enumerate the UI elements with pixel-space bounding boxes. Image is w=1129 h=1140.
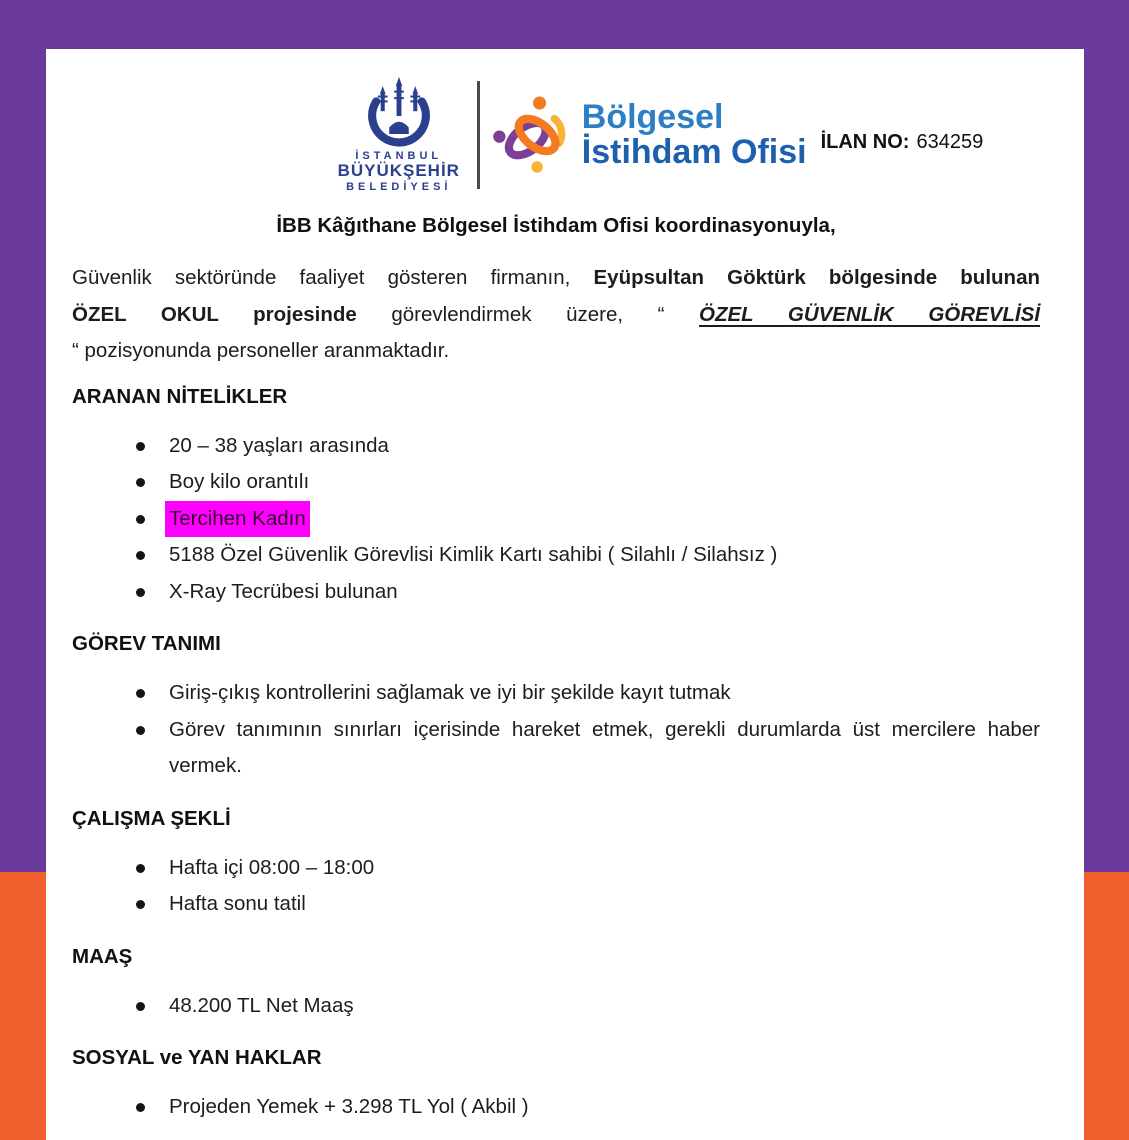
bio-logo [492,94,807,176]
ilan-no [821,131,984,154]
bullet-dot-icon [136,864,145,873]
bullet-item [72,886,1040,923]
intro-paragraph [72,260,1040,370]
bullet-item [72,675,1040,712]
section-heading: MAAŞ [72,944,133,968]
frame-right-purple-band [1084,49,1129,872]
bullet-list [72,850,1040,923]
intro-line [72,260,1040,297]
bullet-dot-icon [136,442,145,451]
bullet-text: 5188 Özel Güvenlik Görevlisi Kimlik Kartı sahibi ( Silahlı / Silahsız ) [169,543,778,566]
bullet-list [72,988,1040,1025]
frame-left-orange-band [0,872,46,1140]
bullet-list [72,675,1040,785]
bullet-item [72,1089,1040,1126]
bio-logo-line2: İstihdam Ofisi [581,133,807,171]
bio-logo-text [582,100,807,169]
bullet-dot-icon [136,588,145,597]
intro-segment: “ pozisyonunda personeller aranmaktadır. [72,339,450,362]
bullet-text: Hafta sonu tatil [169,892,306,915]
bullet-item [72,850,1040,887]
bullet-text: Boy kilo orantılı [169,470,310,493]
bullet-item [72,574,1040,611]
bullet-dot-icon [136,689,145,698]
ibb-logo-line2: BÜYÜKŞEHİR [337,161,460,181]
intro-segment: ÖZEL GÜVENLİK GÖREVLİSİ [699,302,1040,326]
intro-line [72,333,1040,370]
bio-logo-line1: Bölgesel [581,98,724,137]
frame-top-band [0,0,1129,49]
ibb-logo [339,77,459,193]
bullet-item [72,537,1040,574]
bullet-dot-icon [136,900,145,909]
bullet-dot-icon [136,551,145,560]
ibb-logo-text [338,150,460,193]
document-content [46,49,1084,1140]
bullet-text: Görev tanımının sınırları içerisinde hareket etmek, gerekli durumlarda üst mercilere haber vermek. [169,717,1040,777]
intro-line [72,297,1040,334]
bullet-list [72,428,1040,611]
ilan-no-label: İLAN NO: [820,130,910,153]
ilan-no-value: 634259 [916,130,984,153]
bullet-text: 20 – 38 yaşları arasında [169,433,389,457]
sections [72,385,1040,1126]
bullet-text: 48.200 TL Net Maaş [169,993,354,1017]
bullet-dot-icon [136,726,145,735]
intro-segment: Eyüpsultan Göktürk bölgesinde bulunan [593,266,1040,289]
frame-left-purple-band [0,49,46,872]
bullet-item [72,428,1040,465]
bullet-text: Projeden Yemek + 3.298 TL Yol ( Akbil ) [169,1095,529,1118]
bullet-text: Giriş-çıkış kontrollerini sağlamak ve iyi bir şekilde kayıt tutmak [169,681,731,704]
bullet-item [72,988,1040,1025]
bio-mark-icon [492,94,582,176]
bullet-item [72,712,1040,785]
section-heading: SOSYAL ve YAN HAKLAR [72,1046,322,1069]
section-heading: GÖREV TANIMI [72,632,221,655]
bullet-list [72,1089,1040,1126]
intro-segment: ÖZEL OKUL projesinde [72,302,357,326]
section-heading: ÇALIŞMA ŞEKLİ [72,806,231,830]
bullet-item [72,464,1040,501]
ibb-emblem-icon [358,77,440,147]
intro-segment: Güvenlik sektöründe faaliyet gösteren firmanın, [72,266,594,289]
ibb-logo-line3: BELEDİYESİ [346,180,452,193]
bullet-text: Tercihen Kadın [165,501,310,538]
bullet-text: X-Ray Tecrübesi bulunan [169,579,398,603]
bullet-item [72,501,1040,538]
logo-divider [477,81,480,189]
bullet-dot-icon [136,1002,145,1011]
frame-right-orange-band [1084,872,1129,1140]
document-title: İBB Kâğıthane Bölgesel İstihdam Ofisi koordinasyonuyla, [276,214,836,237]
bullet-dot-icon [136,515,145,524]
bullet-dot-icon [136,478,145,487]
bullet-text: Hafta içi 08:00 – 18:00 [169,855,375,879]
section-heading: ARANAN NİTELİKLER [72,384,288,408]
intro-segment: görevlendirmek üzere, “ [356,302,700,326]
logo-header [72,73,1040,197]
ibb-logo-line1: İSTANBUL [355,150,443,163]
bullet-dot-icon [136,1103,145,1112]
